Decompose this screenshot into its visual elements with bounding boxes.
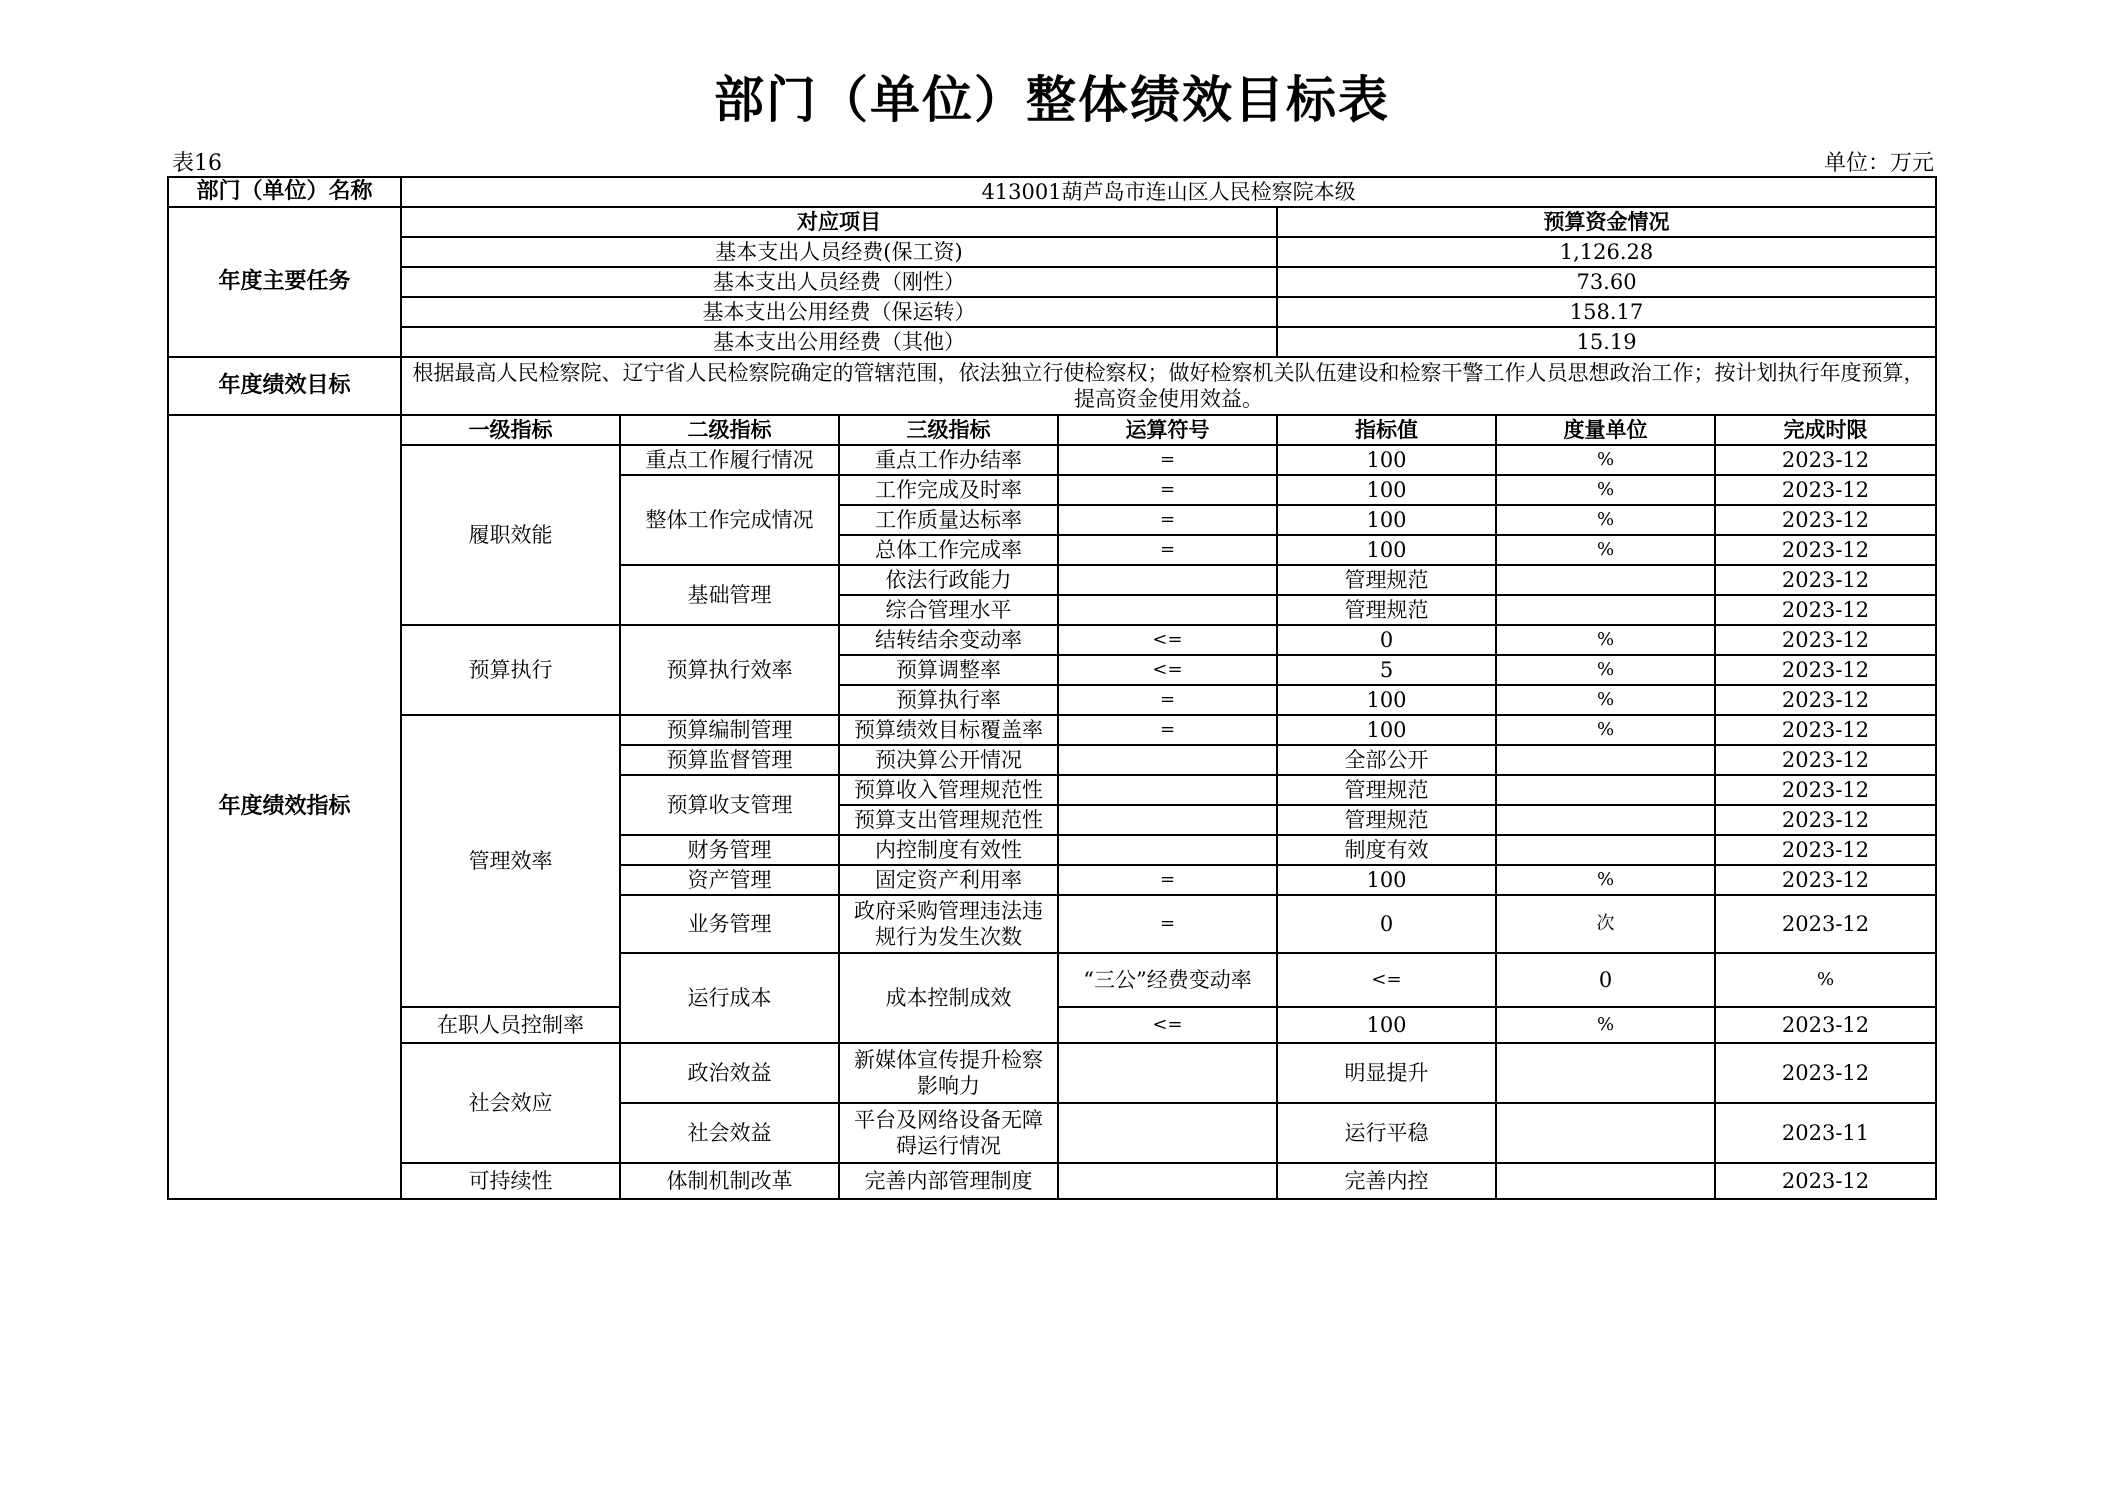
level3-indicator: 结转结余变动率 <box>839 625 1058 655</box>
target-value-cell: 明显提升 <box>1277 1043 1496 1103</box>
target-value-cell: 100 <box>1277 865 1496 895</box>
operator-cell: = <box>1058 505 1277 535</box>
target-value-cell: 管理规范 <box>1277 775 1496 805</box>
level2-indicator: 政治效益 <box>620 1043 839 1103</box>
level3-indicator: “三公”经费变动率 <box>1058 953 1277 1007</box>
level3-indicator: 预算绩效目标覆盖率 <box>839 715 1058 745</box>
measure-unit-cell <box>1496 595 1715 625</box>
deadline-cell: 2023-12 <box>1715 445 1936 475</box>
indicator-row <box>168 1163 1936 1199</box>
measure-unit-cell: % <box>1496 445 1715 475</box>
deadline-cell: 2023-12 <box>1715 865 1936 895</box>
level3-indicator: 工作质量达标率 <box>839 505 1058 535</box>
header-measure-unit: 度量单位 <box>1496 415 1715 445</box>
dept-name-value: 413001葫芦岛市连山区人民检察院本级 <box>401 177 1936 207</box>
level2-indicator: 预算监督管理 <box>620 745 839 775</box>
header-level2: 二级指标 <box>620 415 839 445</box>
operator-cell: = <box>1058 475 1277 505</box>
level3-indicator: 工作完成及时率 <box>839 475 1058 505</box>
target-value-cell: 100 <box>1277 505 1496 535</box>
measure-unit-cell <box>1496 1103 1715 1163</box>
deadline-cell: 2023-12 <box>1715 715 1936 745</box>
performance-target-table <box>167 176 1937 1200</box>
operator-cell <box>1058 565 1277 595</box>
target-value-cell: 0 <box>1277 895 1496 953</box>
task-amount: 15.19 <box>1277 327 1936 357</box>
operator-cell: <= <box>1058 625 1277 655</box>
target-value-cell: 100 <box>1277 445 1496 475</box>
unit-label: 单位：万元 <box>1823 151 1934 176</box>
operator-cell: = <box>1058 445 1277 475</box>
level1-indicator: 运行成本 <box>620 953 839 1043</box>
deadline-cell: 2023-12 <box>1715 625 1936 655</box>
task-item: 基本支出公用经费（保运转） <box>401 297 1277 327</box>
deadline-cell: 2023-12 <box>1715 1163 1936 1199</box>
operator-cell <box>1058 1103 1277 1163</box>
operator-cell <box>1058 1163 1277 1199</box>
deadline-cell: 2023-12 <box>1715 565 1936 595</box>
target-value-cell: 管理规范 <box>1277 805 1496 835</box>
level2-indicator: 成本控制成效 <box>839 953 1058 1043</box>
target-value-cell: 100 <box>1277 535 1496 565</box>
target-value-cell: 100 <box>1277 1007 1496 1043</box>
measure-unit-cell: % <box>1496 535 1715 565</box>
target-value-cell: 100 <box>1277 715 1496 745</box>
indicator-row <box>168 715 1936 745</box>
level2-indicator: 基础管理 <box>620 565 839 625</box>
deadline-cell: 2023-12 <box>1715 475 1936 505</box>
deadline-cell: 2023-12 <box>1715 1007 1936 1043</box>
deadline-cell: 2023-12 <box>1715 535 1936 565</box>
target-value-cell: 0 <box>1496 953 1715 1007</box>
level3-indicator: 预决算公开情况 <box>839 745 1058 775</box>
measure-unit-cell: % <box>1496 505 1715 535</box>
target-value-cell: 管理规范 <box>1277 565 1496 595</box>
operator-cell: = <box>1058 715 1277 745</box>
level3-indicator: 政府采购管理违法违规行为发生次数 <box>839 895 1058 953</box>
level1-indicator: 社会效应 <box>401 1043 620 1163</box>
measure-unit-cell <box>1496 1163 1715 1199</box>
level3-indicator: 预算收入管理规范性 <box>839 775 1058 805</box>
operator-cell <box>1058 775 1277 805</box>
level2-indicator: 重点工作履行情况 <box>620 445 839 475</box>
indicator-row <box>168 1043 1936 1103</box>
target-value-cell: 管理规范 <box>1277 595 1496 625</box>
deadline-cell: 2023-12 <box>1715 835 1936 865</box>
header-target-value: 指标值 <box>1277 415 1496 445</box>
level3-indicator: 重点工作办结率 <box>839 445 1058 475</box>
measure-unit-cell: % <box>1496 715 1715 745</box>
level2-indicator: 资产管理 <box>620 865 839 895</box>
level2-indicator: 业务管理 <box>620 895 839 953</box>
target-value-cell: 完善内控 <box>1277 1163 1496 1199</box>
target-value-cell: 100 <box>1277 685 1496 715</box>
deadline-cell: 2023-12 <box>1715 775 1936 805</box>
level3-indicator: 综合管理水平 <box>839 595 1058 625</box>
level2-indicator: 预算编制管理 <box>620 715 839 745</box>
measure-unit-cell <box>1496 565 1715 595</box>
measure-unit-cell <box>1496 835 1715 865</box>
operator-cell: <= <box>1277 953 1496 1007</box>
measure-unit-cell: % <box>1715 953 1936 1007</box>
level2-indicator: 整体工作完成情况 <box>620 475 839 565</box>
level2-indicator: 预算执行效率 <box>620 625 839 715</box>
task-amount: 73.60 <box>1277 267 1936 297</box>
operator-cell: <= <box>1058 1007 1277 1043</box>
deadline-cell: 2023-12 <box>1715 745 1936 775</box>
level3-indicator: 预算执行率 <box>839 685 1058 715</box>
measure-unit-cell: % <box>1496 655 1715 685</box>
dept-name-label: 部门（单位）名称 <box>168 177 401 207</box>
level1-indicator: 可持续性 <box>401 1163 620 1199</box>
level1-indicator: 履职效能 <box>401 445 620 625</box>
deadline-cell: 2023-12 <box>1715 1043 1936 1103</box>
level3-indicator: 预算调整率 <box>839 655 1058 685</box>
level1-indicator: 管理效率 <box>401 715 620 1007</box>
operator-cell: = <box>1058 535 1277 565</box>
target-value-cell: 100 <box>1277 475 1496 505</box>
operator-cell <box>1058 805 1277 835</box>
deadline-cell: 2023-12 <box>1715 685 1936 715</box>
deadline-cell: 2023-12 <box>1715 505 1936 535</box>
operator-cell <box>1058 835 1277 865</box>
measure-unit-cell <box>1496 1043 1715 1103</box>
annual-tasks-label: 年度主要任务 <box>168 207 401 357</box>
measure-unit-cell: % <box>1496 625 1715 655</box>
target-value-cell: 全部公开 <box>1277 745 1496 775</box>
level3-indicator: 固定资产利用率 <box>839 865 1058 895</box>
level3-indicator: 内控制度有效性 <box>839 835 1058 865</box>
operator-cell: = <box>1058 895 1277 953</box>
target-value-cell: 0 <box>1277 625 1496 655</box>
header-level3: 三级指标 <box>839 415 1058 445</box>
operator-cell <box>1058 745 1277 775</box>
level1-indicator: 预算执行 <box>401 625 620 715</box>
annual-goal-label: 年度绩效目标 <box>168 357 401 415</box>
measure-unit-cell: 次 <box>1496 895 1715 953</box>
deadline-cell: 2023-12 <box>1715 805 1936 835</box>
task-amount: 1,126.28 <box>1277 237 1936 267</box>
target-value-cell: 5 <box>1277 655 1496 685</box>
task-item: 基本支出公用经费（其他） <box>401 327 1277 357</box>
level3-indicator: 在职人员控制率 <box>401 1007 620 1043</box>
header-operator: 运算符号 <box>1058 415 1277 445</box>
deadline-cell: 2023-12 <box>1715 895 1936 953</box>
task-amount: 158.17 <box>1277 297 1936 327</box>
level3-indicator: 平台及网络设备无障碍运行情况 <box>839 1103 1058 1163</box>
deadline-cell: 2023-12 <box>1715 595 1936 625</box>
operator-cell: = <box>1058 685 1277 715</box>
indicator-row <box>168 445 1936 475</box>
measure-unit-cell: % <box>1496 865 1715 895</box>
level3-indicator: 总体工作完成率 <box>839 535 1058 565</box>
level3-indicator: 预算支出管理规范性 <box>839 805 1058 835</box>
col-budget-header: 预算资金情况 <box>1277 207 1936 237</box>
measure-unit-cell <box>1496 745 1715 775</box>
header-deadline: 完成时限 <box>1715 415 1936 445</box>
header-level1: 一级指标 <box>401 415 620 445</box>
level3-indicator: 依法行政能力 <box>839 565 1058 595</box>
table-number: 表16 <box>172 151 222 176</box>
annual-goal-text: 根据最高人民检察院、辽宁省人民检察院确定的管辖范围，依法独立行使检察权；做好检察机关队伍建设和检察干警工作人员思想政治工作；按计划执行年度预算，提高资金使用效益。 <box>401 357 1936 415</box>
annual-indicators-label: 年度绩效指标 <box>168 415 401 1199</box>
task-item: 基本支出人员经费（刚性） <box>401 267 1277 297</box>
level2-indicator: 体制机制改革 <box>620 1163 839 1199</box>
measure-unit-cell: % <box>1496 1007 1715 1043</box>
deadline-cell: 2023-11 <box>1715 1103 1936 1163</box>
operator-cell: = <box>1058 865 1277 895</box>
level3-indicator: 新媒体宣传提升检察影响力 <box>839 1043 1058 1103</box>
measure-unit-cell <box>1496 775 1715 805</box>
task-item: 基本支出人员经费(保工资) <box>401 237 1277 267</box>
level2-indicator: 预算收支管理 <box>620 775 839 835</box>
measure-unit-cell: % <box>1496 685 1715 715</box>
level2-indicator: 财务管理 <box>620 835 839 865</box>
measure-unit-cell: % <box>1496 475 1715 505</box>
col-item-header: 对应项目 <box>401 207 1277 237</box>
indicator-row <box>168 625 1936 655</box>
level2-indicator: 社会效益 <box>620 1103 839 1163</box>
operator-cell: <= <box>1058 655 1277 685</box>
deadline-cell: 2023-12 <box>1715 655 1936 685</box>
target-value-cell: 制度有效 <box>1277 835 1496 865</box>
level3-indicator: 完善内部管理制度 <box>839 1163 1058 1199</box>
target-value-cell: 运行平稳 <box>1277 1103 1496 1163</box>
measure-unit-cell <box>1496 805 1715 835</box>
operator-cell <box>1058 1043 1277 1103</box>
page-title: 部门（单位）整体绩效目标表 <box>714 71 1390 129</box>
operator-cell <box>1058 595 1277 625</box>
